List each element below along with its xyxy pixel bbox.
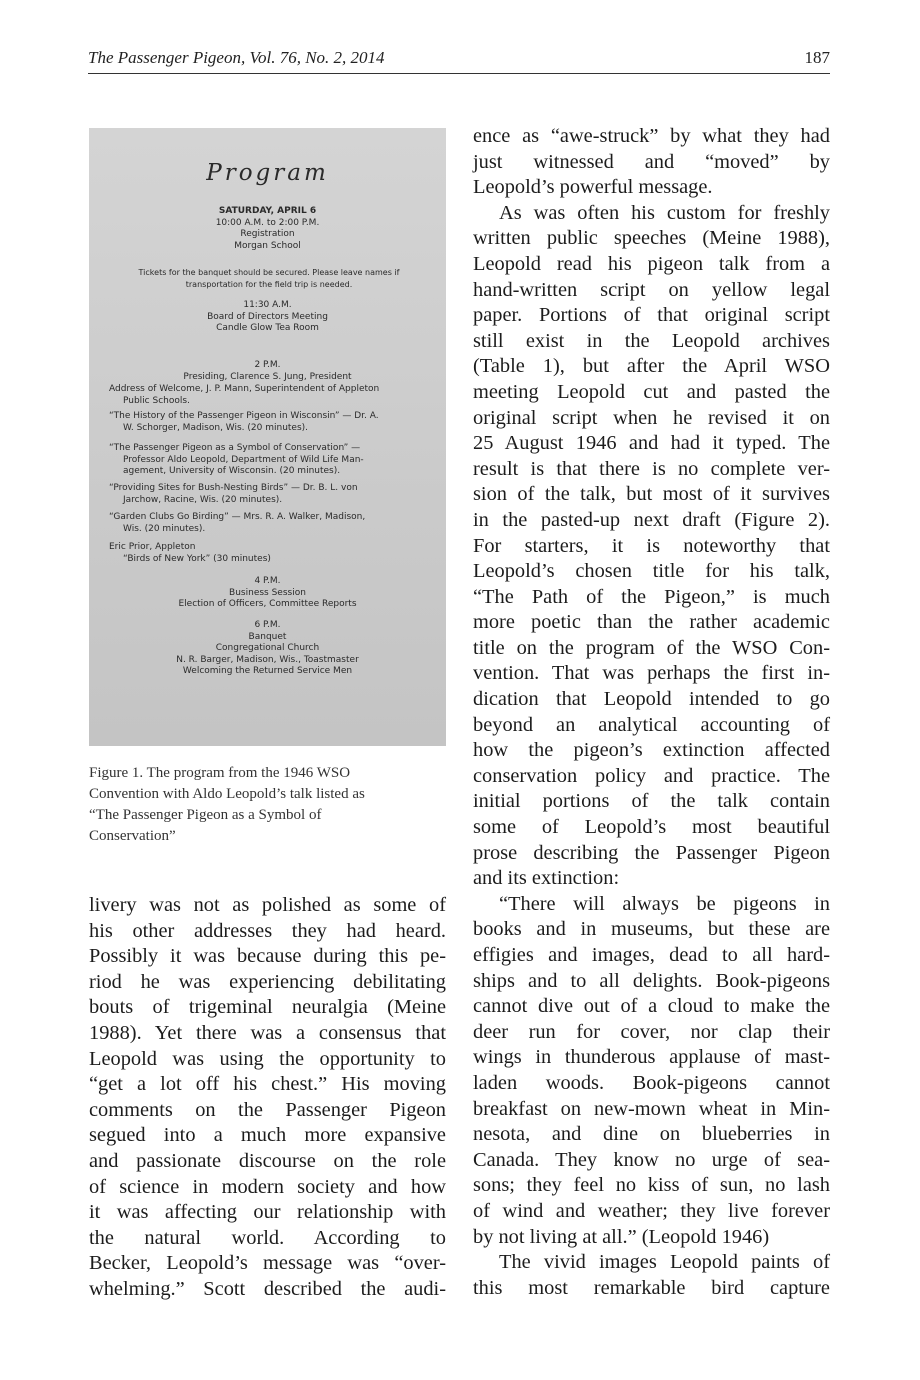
program-line: Welcoming the Returned Service Men — [182, 666, 353, 676]
program-item-bush-nesting — [109, 483, 431, 506]
text-line: vention. That was perhaps the first in- — [473, 662, 830, 685]
page-number: 187 — [804, 48, 830, 67]
program-line: Address of Welcome, J. P. Mann, Superintendent of Appleton — [109, 384, 380, 394]
program-title: Program — [206, 160, 329, 186]
text-line: Leopold read his pigeon talk from a — [473, 252, 830, 275]
text-line: The vivid images Leopold paints of — [499, 1251, 830, 1274]
text-line: of wind and weather; they live forever — [473, 1199, 830, 1222]
program-line: Banquet — [248, 631, 287, 642]
text-line: by not living at all.” (Leopold 1946) — [473, 1225, 770, 1248]
program-line: “Garden Clubs Go Birding” — Mrs. R. A. Walker, Madison, — [109, 512, 366, 522]
program-line: Presiding, Clarence S. Jung, President — [183, 371, 352, 382]
text-line: 25 August 1946 and had it typed. The — [473, 432, 830, 455]
program-line: Wis. (20 minutes). — [123, 523, 206, 534]
program-line: Public Schools. — [123, 395, 190, 406]
text-line: bouts of trigeminal neuralgia (Meine — [89, 996, 446, 1019]
text-line: conservation policy and practice. The — [473, 764, 830, 787]
program-line: Jarchow, Racine, Wis. (20 minutes). — [123, 494, 283, 505]
program-line: Tickets for the banquet should be secured. Please leave names if — [138, 268, 400, 277]
text-line: how the pigeon’s extinction affected — [473, 739, 830, 762]
text-line: nesota, and dine on blueberries in — [473, 1123, 830, 1146]
text-line: original script when he revised it on — [473, 406, 830, 429]
figure-program-scan — [89, 128, 446, 746]
text-line: his other addresses they had heard. — [89, 919, 446, 942]
text-line: it was affecting our relationship with — [89, 1201, 446, 1224]
text-line: For starters, it is noteworthy that — [473, 534, 830, 557]
text-line: segued into a much more expansive — [89, 1124, 446, 1147]
program-line: “Birds of New York” (30 minutes) — [123, 553, 271, 564]
text-line: cannot dive out of a cloud to make the — [473, 995, 830, 1018]
text-line: riod he was experiencing debilitating — [89, 970, 446, 993]
program-line: SATURDAY, APRIL 6 — [218, 206, 317, 216]
text-line: sion of the talk, but most of it survives — [473, 483, 830, 506]
text-line: Leopold’s chosen title for his talk, — [473, 560, 830, 583]
program-time-2pm — [89, 360, 446, 383]
program-line: “Providing Sites for Bush-Nesting Birds” — Dr. B. L. von — [109, 483, 358, 493]
running-header-journal: The Passenger Pigeon, Vol. 76, No. 2, 2014 — [88, 48, 385, 67]
text-line: “get a lot off his chest.” His moving — [89, 1073, 446, 1096]
text-line: this most remarkable bird capture — [473, 1276, 830, 1299]
program-block-board — [89, 300, 446, 335]
text-line: some of Leopold’s most beautiful — [473, 816, 830, 839]
text-line: laden woods. Book-pigeons cannot — [473, 1071, 830, 1094]
text-line: of science in modern society and how — [89, 1175, 446, 1198]
program-line: Business Session — [229, 587, 306, 598]
program-line: Board of Directors Meeting — [207, 311, 328, 322]
text-line: hand-written script on yellow legal — [473, 278, 830, 301]
text-line: “There will always be pigeons in — [499, 892, 830, 915]
caption-line: Figure 1. The program from the 1946 WSO — [89, 765, 351, 781]
program-block-morning — [89, 206, 446, 252]
program-line: 11:30 A.M. — [243, 300, 292, 310]
caption-line: Convention with Aldo Leopold’s talk listed as — [89, 786, 365, 802]
program-line: “The History of the Passenger Pigeon in Wisconsin” — Dr. A. — [109, 411, 379, 421]
text-line: paper. Portions of that original script — [473, 304, 830, 327]
program-line: Eric Prior, Appleton — [109, 542, 196, 552]
text-line: still exist in the Leopold archives — [473, 329, 830, 352]
program-line: transportation for the field trip is needed. — [185, 279, 353, 289]
program-line: agement, University of Wisconsin. (20 minutes). — [123, 466, 341, 476]
text-line: breakfast on new-mown wheat in Min- — [473, 1097, 830, 1120]
caption-line: “The Passenger Pigeon as a Symbol of — [89, 807, 322, 823]
program-item-eric-prior — [109, 542, 431, 565]
program-block-banquet — [89, 620, 446, 678]
header-divider — [88, 73, 830, 74]
program-line: N. R. Barger, Madison, Wis., Toastmaster — [176, 654, 359, 665]
text-line: books and in museums, but these are — [473, 918, 830, 941]
text-line: result is that there is no complete ver- — [473, 457, 830, 480]
program-line: “The Passenger Pigeon as a Symbol of Conservation” — — [109, 443, 361, 453]
text-line: As was often his custom for freshly — [499, 201, 830, 224]
program-block-business — [89, 576, 446, 611]
program-line: Morgan School — [234, 240, 301, 251]
left-column-text — [89, 893, 446, 1303]
text-line: dication that Leopold intended to go — [473, 688, 830, 711]
program-line: 4 P.M. — [254, 576, 281, 586]
program-line: Candle Glow Tea Room — [216, 323, 319, 333]
program-item-garden-clubs — [109, 512, 431, 535]
text-line: Becker, Leopold’s message was “over- — [89, 1252, 446, 1275]
text-line: and passionate discourse on the role — [89, 1149, 446, 1172]
program-line: W. Schorger, Madison, Wis. (20 minutes). — [123, 422, 309, 433]
text-line: livery was not as polished as some of — [89, 894, 446, 916]
program-line: Congregational Church — [215, 643, 320, 653]
text-line: ships and to all delights. Book-pigeons — [473, 969, 830, 992]
program-line: 6 P.M. — [254, 620, 281, 630]
text-line: “The Path of the Pigeon,” is much — [473, 585, 830, 608]
text-line: meeting Leopold cut and pasted the — [473, 380, 830, 403]
text-line: (Table 1), but after the April WSO — [473, 355, 830, 378]
program-line: Professor Aldo Leopold, Department of Wild Life Man- — [123, 454, 364, 465]
text-line: deer run for cover, nor clap their — [473, 1020, 830, 1043]
text-line: written public speeches (Meine 1988), — [473, 227, 830, 250]
text-line: 1988). Yet there was a consensus that — [89, 1021, 446, 1044]
text-line: ence as “awe-struck” by what they had — [473, 125, 830, 147]
program-line: 2 P.M. — [254, 360, 281, 370]
program-item-leopold — [109, 443, 431, 478]
text-line: Leopold’s powerful message. — [473, 176, 713, 199]
program-item-welcome — [109, 384, 431, 407]
text-line: sons; they feel no kiss of sun, no lash — [473, 1174, 830, 1197]
program-note — [109, 267, 429, 290]
program-line: 10:00 A.M. to 2:00 P.M. — [215, 217, 320, 228]
program-line: Election of Officers, Committee Reports — [178, 599, 357, 609]
text-line: Leopold was using the opportunity to — [89, 1047, 446, 1070]
text-line: just witnessed and “moved” by — [473, 150, 830, 173]
text-line: wings in thunderous applause of mast- — [473, 1046, 830, 1069]
text-line: Canada. They know no urge of sea- — [473, 1148, 830, 1171]
figure-caption — [89, 763, 446, 847]
text-line: prose describing the Passenger Pigeon — [473, 841, 830, 864]
text-line: comments on the Passenger Pigeon — [89, 1098, 446, 1121]
text-line: more poetic than the rather academic — [473, 611, 830, 634]
text-line: in the pasted-up next draft (Figure 2). — [473, 508, 830, 531]
text-line: beyond an analytical accounting of — [473, 713, 830, 736]
text-line: initial portions of the talk contain — [473, 790, 830, 813]
caption-line: Conservation” — [89, 828, 176, 844]
text-line: the natural world. According to — [89, 1226, 446, 1249]
text-line: Possibly it was because during this pe- — [89, 945, 446, 968]
text-line: and its extinction: — [473, 867, 620, 890]
program-line: Registration — [240, 229, 295, 239]
right-column-text — [473, 124, 830, 1301]
text-line: title on the program of the WSO Con- — [473, 636, 830, 659]
text-line: whelming.” Scott described the audi- — [89, 1277, 446, 1300]
text-line: effigies and images, dead to all hard- — [473, 944, 830, 966]
program-item-history — [109, 411, 431, 434]
